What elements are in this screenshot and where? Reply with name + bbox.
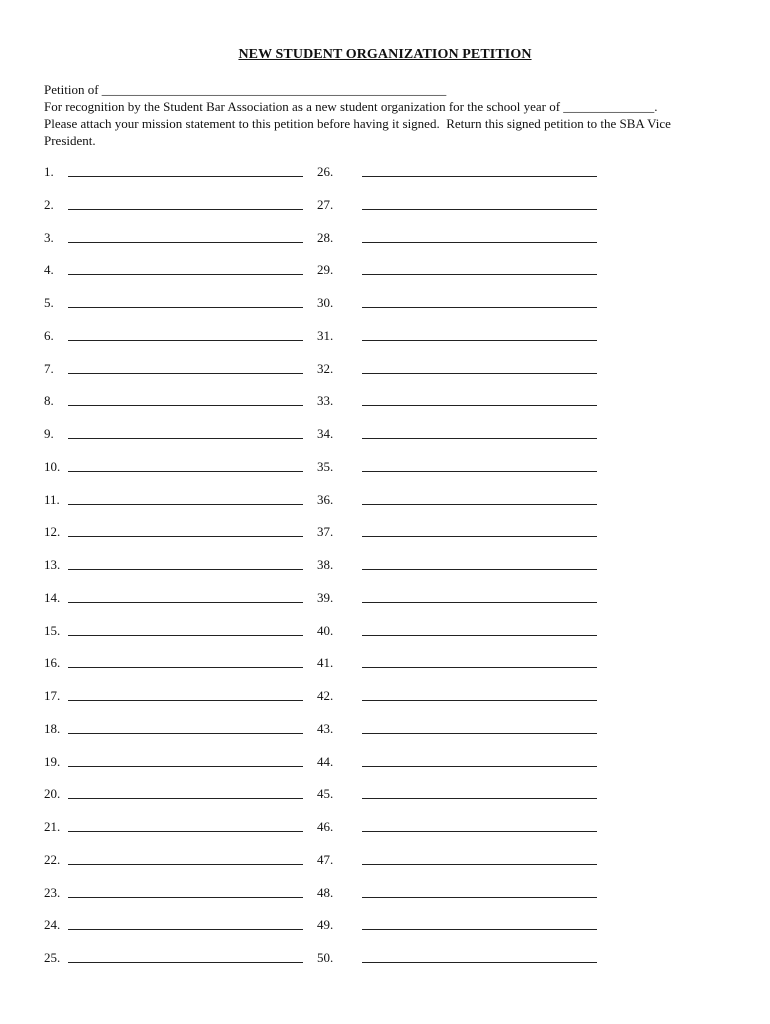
signature-row [317,884,597,917]
signature-line[interactable] [362,916,597,930]
signature-number: 49. [317,917,334,933]
signature-row [317,523,597,556]
signature-number: 44. [317,753,334,769]
signature-number: 48. [317,884,334,900]
signature-number: 39. [317,589,334,605]
signature-number: 29. [317,262,334,278]
signature-line[interactable] [362,360,597,374]
signature-row [44,589,303,622]
signature-row [317,458,597,491]
signature-number: 37. [317,524,334,540]
signature-number: 27. [317,196,334,212]
signature-line[interactable] [68,261,303,275]
signature-line[interactable] [68,720,303,734]
signature-line[interactable] [68,884,303,898]
signature-number: 6. [44,327,54,343]
signature-row [317,949,597,982]
signature-row [317,818,597,851]
signature-line[interactable] [362,229,597,243]
signature-number: 31. [317,327,334,343]
signature-line[interactable] [68,425,303,439]
signature-line[interactable] [362,163,597,177]
signature-line[interactable] [68,491,303,505]
signature-number: 18. [44,720,61,736]
signature-row [44,753,303,786]
signature-line[interactable] [68,392,303,406]
signature-number: 33. [317,393,334,409]
signature-row [44,687,303,720]
signature-row [44,458,303,491]
signature-number: 23. [44,884,61,900]
instructions-line-continued: President. [44,133,96,148]
signature-row [317,556,597,589]
signature-number: 12. [44,524,61,540]
signature-line[interactable] [68,360,303,374]
signature-line[interactable] [362,622,597,636]
signature-row [44,720,303,753]
signature-line[interactable] [362,720,597,734]
signature-row [44,327,303,360]
signature-row [317,491,597,524]
signature-line[interactable] [362,491,597,505]
signature-row [44,425,303,458]
signature-line[interactable] [68,458,303,472]
signature-line[interactable] [68,687,303,701]
signature-number: 42. [317,688,334,703]
signature-number: 21. [44,819,61,834]
signature-row [44,884,303,917]
recognition-line: For recognition by the Student Bar Association as a new student organization for the school year of ______________. [44,99,658,114]
signature-row [317,687,597,720]
signature-line[interactable] [68,229,303,243]
signature-line[interactable] [362,327,597,341]
signature-row [317,327,597,360]
signature-row [317,654,597,687]
signature-row [44,818,303,851]
signature-number: 3. [44,229,54,245]
signature-number: 41. [317,655,334,671]
signature-row [44,196,303,229]
signature-line[interactable] [362,785,597,799]
signature-number: 20. [44,786,61,802]
signature-row [44,163,303,196]
signature-row [317,360,597,393]
signature-row [317,425,597,458]
signature-number: 9. [44,426,54,441]
signature-number: 46. [317,819,334,834]
signature-number: 10. [44,458,61,474]
signature-line[interactable] [362,884,597,898]
signature-row [317,720,597,753]
signature-number: 26. [317,164,334,179]
signature-row [317,392,597,425]
signature-row [317,589,597,622]
signature-line[interactable] [68,818,303,832]
signature-number: 17. [44,688,61,703]
signature-line[interactable] [68,753,303,767]
intro-text [44,81,734,149]
signature-line[interactable] [362,523,597,537]
signature-line[interactable] [68,654,303,668]
signature-row [317,785,597,818]
signature-number: 40. [317,622,334,638]
signature-column-right [317,163,597,982]
signature-line[interactable] [362,261,597,275]
signature-row [317,163,597,196]
signature-line[interactable] [68,622,303,636]
signature-line[interactable] [68,851,303,865]
signature-row [317,851,597,884]
signature-row [317,294,597,327]
signature-number: 30. [317,295,334,310]
signature-number: 36. [317,491,334,507]
signature-row [317,916,597,949]
signature-row [44,360,303,393]
signature-number: 32. [317,360,334,376]
signature-row [317,261,597,294]
signature-row [44,294,303,327]
signature-number: 1. [44,164,54,179]
signature-line[interactable] [362,949,597,963]
signature-line[interactable] [68,589,303,603]
signature-line[interactable] [362,556,597,570]
signature-number: 45. [317,786,334,802]
petition-of-line: Petition of _____________________________________________________ [44,82,447,97]
signature-number: 43. [317,720,334,736]
signature-row [317,196,597,229]
signature-number: 16. [44,655,61,671]
signature-row [44,622,303,655]
signature-number: 34. [317,426,334,441]
signature-row [44,916,303,949]
signature-number: 5. [44,295,54,310]
signature-line[interactable] [68,916,303,930]
signature-row [44,949,303,982]
signature-number: 25. [44,950,61,965]
signature-number: 50. [317,950,334,965]
signature-number: 35. [317,458,334,474]
signature-number: 8. [44,393,54,409]
signature-line[interactable] [362,753,597,767]
signature-row [44,654,303,687]
signature-line[interactable] [362,196,597,210]
signature-number: 24. [44,917,61,933]
signature-number: 7. [44,360,54,376]
signature-number: 47. [317,851,334,867]
signature-line[interactable] [68,294,303,308]
signature-line[interactable] [68,556,303,570]
signature-line[interactable] [68,163,303,177]
signature-number: 22. [44,851,61,867]
signature-line[interactable] [362,425,597,439]
page-title: NEW STUDENT ORGANIZATION PETITION [238,47,532,62]
signature-line[interactable] [362,589,597,603]
signature-line[interactable] [362,818,597,832]
signature-line[interactable] [68,949,303,963]
signature-line[interactable] [362,654,597,668]
signature-line[interactable] [362,392,597,406]
signature-row [44,392,303,425]
signature-line[interactable] [68,327,303,341]
signature-line[interactable] [68,196,303,210]
signature-row [44,785,303,818]
signature-line[interactable] [362,851,597,865]
signature-number: 11. [44,491,60,507]
signature-number: 28. [317,229,334,245]
signature-row [317,753,597,786]
signature-line[interactable] [68,785,303,799]
signature-number: 38. [317,557,334,572]
signature-number: 14. [44,589,61,605]
signature-row [44,261,303,294]
signature-row [44,851,303,884]
signature-number: 2. [44,196,54,212]
signature-row [44,523,303,556]
signature-number: 19. [44,753,61,769]
signature-line[interactable] [362,294,597,308]
signature-line[interactable] [362,458,597,472]
signature-row [44,229,303,262]
signature-row [317,229,597,262]
instructions-line: Please attach your mission statement to this petition before having it signed. Return this signed petition to the SBA Vice [44,116,671,131]
signature-column-left [44,163,303,982]
signature-number: 15. [44,622,61,638]
signature-line[interactable] [362,687,597,701]
signature-number: 4. [44,262,54,278]
signature-row [317,622,597,655]
signature-line[interactable] [68,523,303,537]
signature-row [44,491,303,524]
signature-row [44,556,303,589]
signature-number: 13. [44,557,61,572]
